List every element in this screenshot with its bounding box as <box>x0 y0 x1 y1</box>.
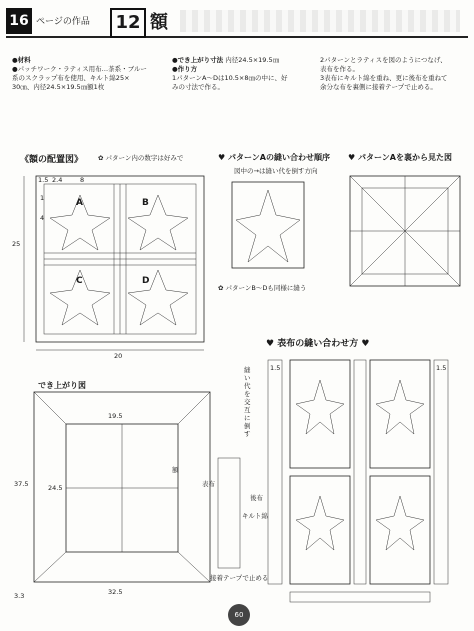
heart-icon: ♥ <box>266 339 275 349</box>
pattern-letter-c: C <box>76 276 83 286</box>
flower-icon: ✿ <box>218 284 224 292</box>
heart-icon: ♥ <box>218 153 226 162</box>
dim-37-5: 37.5 <box>14 480 29 488</box>
flower-icon: ✿ <box>98 154 104 162</box>
size-value: 内径24.5×19.5㎝ <box>225 56 280 64</box>
layout-title: 《額の配置図》 <box>20 155 84 165</box>
step-line-4: 余分な布を裏側に接着テープで止める。 <box>320 83 437 91</box>
dim-1-5-b: 1.5 <box>270 364 281 372</box>
method-head: ●作り方 <box>172 65 198 73</box>
frame-label: 額 <box>172 466 179 474</box>
dim-2-4: 2.4 <box>52 176 63 184</box>
repeat-note: ✿ パターンB〜Dも同様に縫う <box>218 284 307 292</box>
step-line-3: 3表布にキルト綿を重ね、更に後布を重ねて <box>320 74 448 82</box>
heart-icon: ♥ <box>361 339 370 349</box>
arrow-note: 図中の→は縫い代を倒す方向 <box>234 167 318 175</box>
dim-24-5: 24.5 <box>48 484 63 492</box>
label-back: 後布 <box>250 494 263 502</box>
materials-line-1: ●パッチワーク・ラティス用布…茶系・ブルー <box>12 65 147 73</box>
item-title: 額 <box>150 12 168 33</box>
vertical-note: 縫い代を交互に倒す <box>244 366 251 438</box>
dim-1-5-a: 1.5 <box>38 176 49 184</box>
dim-8: 8 <box>80 176 85 184</box>
materials-line-2: 系のスクラップ布を使用、キルト綿25× <box>12 74 130 82</box>
dim-1: 1 <box>40 194 45 202</box>
dim-1-5-c: 1.5 <box>436 364 447 372</box>
materials-line-3: 30㎝、内径24.5×19.5㎝額1枚 <box>12 83 105 91</box>
dim-32-5: 32.5 <box>108 588 123 596</box>
method-line-2: みの寸法で作る。 <box>172 83 224 91</box>
back-view-title: ♥ パターンAを裏から見た図 <box>348 153 452 162</box>
page-footer: 60 <box>228 604 250 626</box>
dim-19-5: 19.5 <box>108 412 123 420</box>
label-quilt: キルト綿 <box>242 512 268 520</box>
materials-head: ●材料 <box>12 56 31 64</box>
heart-icon: ♥ <box>348 153 356 162</box>
method-line-1: 1パターンA〜Dは10.5×8㎝の中に、好 <box>172 74 288 82</box>
dim-width-20: 20 <box>114 352 123 360</box>
dim-3-3: 3.3 <box>14 592 25 600</box>
pattern-letter-b: B <box>142 198 149 208</box>
page-label: ページの作品 <box>36 17 90 27</box>
pattern-letter-d: D <box>142 276 150 286</box>
step-line-1: 2パターンとラティスを図のようにつなげ、 <box>320 56 447 64</box>
size-head: ●でき上がり寸法 <box>172 56 224 64</box>
dim-height-25: 25 <box>12 240 21 248</box>
item-number: 12 <box>110 8 146 38</box>
label-tape: 接着テープで止める <box>210 574 269 582</box>
layout-note: ✿ パターン内の数字は好みで <box>98 154 184 162</box>
step-line-2: 表布を作る。 <box>320 65 359 73</box>
dim-4: 4 <box>40 214 45 222</box>
assembly-title: ♥ 表布の縫い合わせ方 ♥ <box>266 339 370 349</box>
page-number-badge: 16 <box>6 8 32 34</box>
finished-title: でき上がり図 <box>38 381 86 390</box>
sewing-order-title: ♥ パターンAの縫い合わせ順序 <box>218 153 330 162</box>
pattern-letter-a: A <box>76 198 83 208</box>
label-omote: 表布 <box>202 480 215 488</box>
